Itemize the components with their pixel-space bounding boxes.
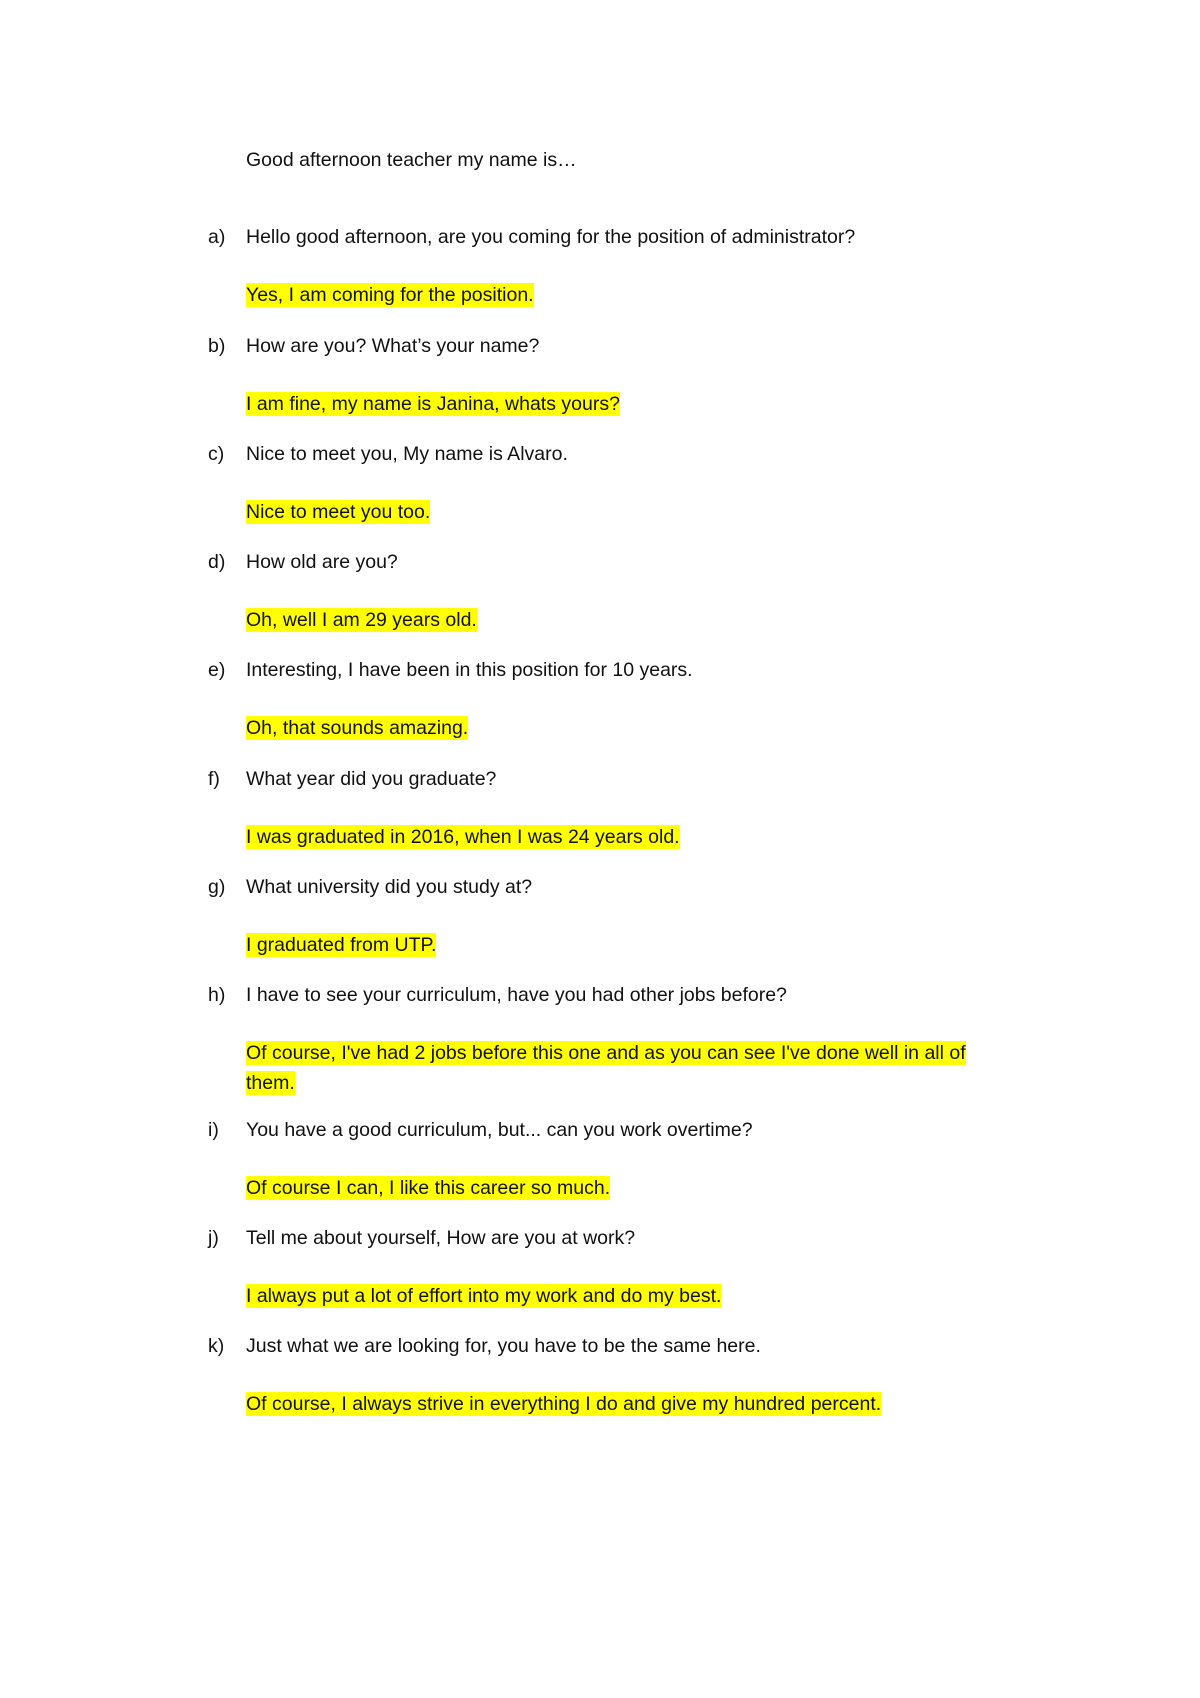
question-text: Hello good afternoon, are you coming for the position of administrator? bbox=[246, 226, 856, 248]
intro-line: Good afternoon teacher my name is… bbox=[246, 149, 577, 171]
answer-block bbox=[246, 389, 1006, 419]
highlighted-answer: Oh, well I am 29 years old. bbox=[246, 609, 477, 631]
question-row bbox=[0, 331, 1200, 361]
answer-block bbox=[246, 930, 1006, 960]
question-text: Nice to meet you, My name is Alvaro. bbox=[246, 443, 568, 465]
highlighted-answer: I graduated from UTP. bbox=[246, 934, 437, 956]
question-text: You have a good curriculum, but... can you work overtime? bbox=[246, 1119, 753, 1141]
question-row bbox=[0, 1115, 1200, 1145]
question-row bbox=[0, 547, 1200, 577]
question-text: What year did you graduate? bbox=[246, 768, 497, 790]
question-text: How old are you? bbox=[246, 551, 398, 573]
highlighted-answer: I always put a lot of effort into my work and do my best. bbox=[246, 1285, 722, 1307]
highlighted-answer: Oh, that sounds amazing. bbox=[246, 717, 469, 739]
question-text: How are you? What’s your name? bbox=[246, 335, 540, 357]
question-row bbox=[0, 1223, 1200, 1253]
list-marker: k) bbox=[208, 1335, 225, 1357]
answer-block bbox=[246, 1389, 1006, 1419]
highlighted-answer: Of course I can, I like this career so much. bbox=[246, 1177, 611, 1199]
question-text: What university did you study at? bbox=[246, 876, 533, 898]
list-marker: h) bbox=[208, 984, 226, 1006]
answer-block bbox=[246, 605, 1006, 635]
question-row bbox=[0, 1331, 1200, 1361]
list-marker: b) bbox=[208, 335, 226, 357]
question-text: Tell me about yourself, How are you at work? bbox=[246, 1227, 636, 1249]
highlighted-answer: I am fine, my name is Janina, whats yours? bbox=[246, 393, 620, 415]
list-marker: i) bbox=[208, 1119, 219, 1141]
list-marker: d) bbox=[208, 551, 226, 573]
question-row bbox=[0, 439, 1200, 469]
list-marker: g) bbox=[208, 876, 226, 898]
answer-block bbox=[246, 1281, 1006, 1311]
list-marker: f) bbox=[208, 768, 220, 790]
highlighted-answer: Nice to meet you too. bbox=[246, 501, 431, 523]
answer-block bbox=[246, 497, 1006, 527]
list-marker: c) bbox=[208, 443, 225, 465]
answer-block bbox=[246, 822, 1006, 852]
highlighted-answer: Of course, I've had 2 jobs before this one and as you can see I've done well in all of them. bbox=[246, 1042, 966, 1094]
question-row bbox=[0, 655, 1200, 685]
highlighted-answer: Yes, I am coming for the position. bbox=[246, 284, 534, 306]
question-text: Interesting, I have been in this position for 10 years. bbox=[246, 659, 693, 681]
answer-block bbox=[246, 713, 1006, 743]
answer-block bbox=[246, 1038, 1006, 1098]
answer-block bbox=[246, 1173, 1006, 1203]
highlighted-answer: I was graduated in 2016, when I was 24 years old. bbox=[246, 826, 680, 848]
question-row bbox=[0, 222, 1200, 252]
question-text: Just what we are looking for, you have to be the same here. bbox=[246, 1335, 761, 1357]
list-marker: e) bbox=[208, 659, 226, 681]
question-text: I have to see your curriculum, have you had other jobs before? bbox=[246, 984, 787, 1006]
question-row bbox=[0, 980, 1200, 1010]
answer-block bbox=[246, 280, 1006, 310]
question-row bbox=[0, 764, 1200, 794]
question-row bbox=[0, 872, 1200, 902]
list-marker: j) bbox=[208, 1227, 219, 1249]
list-marker: a) bbox=[208, 226, 226, 248]
highlighted-answer: Of course, I always strive in everything I do and give my hundred percent. bbox=[246, 1393, 882, 1415]
